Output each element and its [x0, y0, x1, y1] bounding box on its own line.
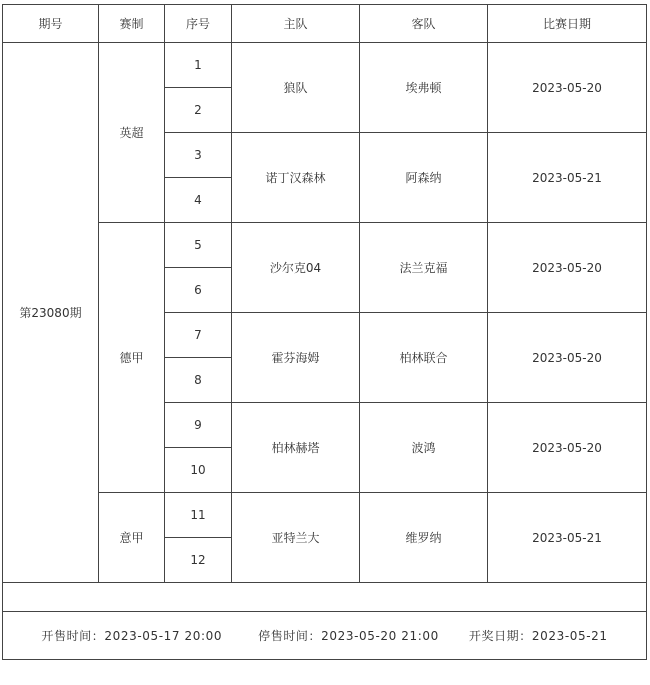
period-cell: 第23080期	[3, 43, 99, 583]
seq-cell: 8	[165, 358, 232, 403]
seq-cell: 9	[165, 403, 232, 448]
home-team-cell: 诺丁汉森林	[232, 133, 360, 223]
seq-cell: 4	[165, 178, 232, 223]
match-date-cell: 2023-05-20	[488, 223, 647, 313]
league-cell: 英超	[99, 43, 165, 223]
away-team-cell: 埃弗顿	[360, 43, 488, 133]
footer-row	[3, 612, 647, 660]
seq-cell: 10	[165, 448, 232, 493]
home-team-cell: 沙尔克04	[232, 223, 360, 313]
seq-cell: 3	[165, 133, 232, 178]
header-row	[3, 5, 647, 43]
match-date-cell: 2023-05-20	[488, 43, 647, 133]
seq-cell: 2	[165, 88, 232, 133]
match-date-cell: 2023-05-20	[488, 313, 647, 403]
seq-cell: 5	[165, 223, 232, 268]
seq-cell: 11	[165, 493, 232, 538]
table-row	[3, 493, 647, 538]
away-team-cell: 法兰克福	[360, 223, 488, 313]
away-team-cell: 柏林联合	[360, 313, 488, 403]
league-cell: 德甲	[99, 223, 165, 493]
sale-start-time: 开售时间：2023-05-17 20:00	[41, 628, 223, 643]
header-period: 期号	[3, 5, 99, 43]
header-home: 主队	[232, 5, 360, 43]
away-team-cell: 维罗纳	[360, 493, 488, 583]
blank-cell	[3, 583, 647, 612]
match-date-cell: 2023-05-21	[488, 493, 647, 583]
header-away: 客队	[360, 5, 488, 43]
home-team-cell: 柏林赫塔	[232, 403, 360, 493]
header-date: 比赛日期	[488, 5, 647, 43]
home-team-cell: 亚特兰大	[232, 493, 360, 583]
header-league: 赛制	[99, 5, 165, 43]
match-schedule-table	[2, 4, 647, 660]
footer-cell	[3, 612, 647, 660]
away-team-cell: 阿森纳	[360, 133, 488, 223]
home-team-cell: 霍芬海姆	[232, 313, 360, 403]
match-date-cell: 2023-05-20	[488, 403, 647, 493]
seq-cell: 7	[165, 313, 232, 358]
header-seq: 序号	[165, 5, 232, 43]
seq-cell: 6	[165, 268, 232, 313]
table-row	[3, 43, 647, 88]
seq-cell: 1	[165, 43, 232, 88]
sale-stop-time: 停售时间：2023-05-20 21:00	[258, 628, 439, 643]
draw-date: 开奖日期：2023-05-21	[468, 628, 608, 643]
table-row	[3, 223, 647, 268]
blank-row	[3, 583, 647, 612]
away-team-cell: 波鸿	[360, 403, 488, 493]
home-team-cell: 狼队	[232, 43, 360, 133]
seq-cell: 12	[165, 538, 232, 583]
match-date-cell: 2023-05-21	[488, 133, 647, 223]
league-cell: 意甲	[99, 493, 165, 583]
